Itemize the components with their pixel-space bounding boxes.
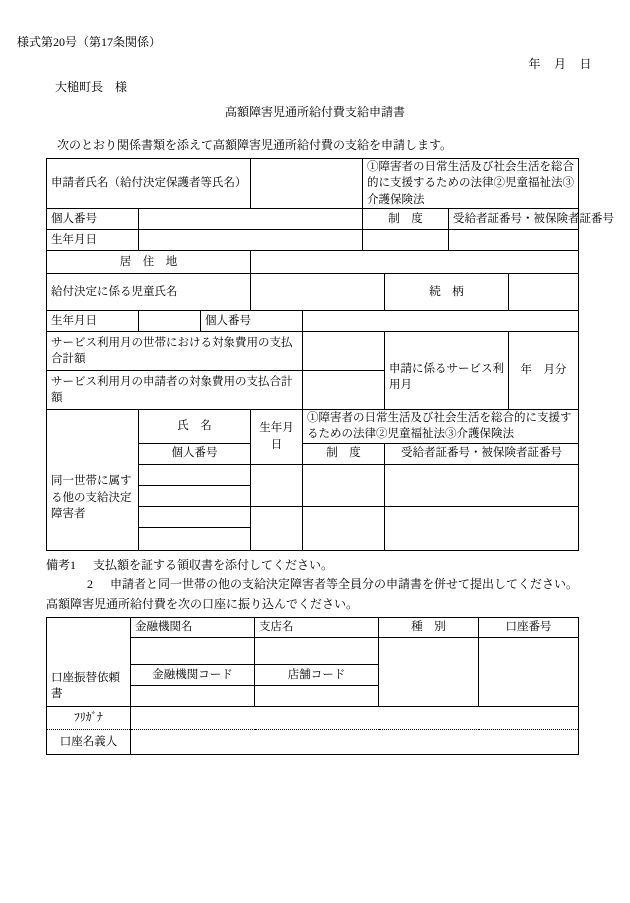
account-number-label: 口座番号 xyxy=(479,618,579,638)
date-year-label: 年 xyxy=(528,57,541,71)
member2-my-number-field[interactable] xyxy=(139,527,251,550)
table-row xyxy=(47,208,579,229)
law-notice-label: ①障害者の日常生活及び社会生活を総合的に支援するための法律②児童福祉法③介護保険法 xyxy=(363,159,579,209)
child-name-label: 給付決定に係る児童氏名 xyxy=(47,273,251,310)
child-my-number-field[interactable] xyxy=(303,310,579,331)
table-row xyxy=(47,331,579,370)
note-item-2 xyxy=(46,575,606,594)
account-type-label: 種 別 xyxy=(379,618,479,638)
furigana-label: ﾌﾘｶﾞﾅ xyxy=(47,707,131,730)
page-title: 高額障害児通所給付費支給申請書 xyxy=(224,105,405,119)
certificate-number-label: 受給者証番号・被保険者証番号 xyxy=(449,208,579,229)
member-my-number-label: 個人番号 xyxy=(139,443,251,464)
child-name-field[interactable] xyxy=(251,273,385,310)
system-field[interactable] xyxy=(363,229,449,250)
notes-section xyxy=(46,556,606,614)
branch-name-field[interactable] xyxy=(255,638,379,665)
table-row xyxy=(47,273,579,310)
notes-title: 備考 xyxy=(46,558,71,572)
member1-name-field[interactable] xyxy=(139,464,251,485)
table-row xyxy=(47,159,579,209)
household-cost-label: サービス利用月の世帯における対象費用の支払合計額 xyxy=(47,331,303,370)
table-row xyxy=(47,250,579,273)
member2-name-field[interactable] xyxy=(139,506,251,527)
birthdate-field[interactable] xyxy=(139,229,363,250)
bank-transfer-table xyxy=(46,617,579,755)
note-item-1 xyxy=(46,556,606,575)
date-day-label: 日 xyxy=(579,57,592,71)
member-law-notice-label: ①障害者の日常生活及び社会生活を総合的に支援するための法律②児童福祉法③介護保険法 xyxy=(303,409,579,443)
account-type-field[interactable] xyxy=(379,638,479,707)
note-2-number: 2 xyxy=(87,577,93,592)
date-month-label: 月 xyxy=(553,57,567,71)
table-row xyxy=(47,310,579,331)
member1-birthdate-field[interactable] xyxy=(251,464,303,506)
member1-system-field[interactable] xyxy=(303,464,385,506)
member-name-label: 氏 名 xyxy=(139,409,251,443)
applicant-cost-field[interactable] xyxy=(303,370,385,409)
account-holder-label: 口座名義人 xyxy=(47,730,131,755)
date-line xyxy=(0,55,592,72)
my-number-label: 個人番号 xyxy=(47,208,139,229)
note-1-text: 支払額を証する領収書を添付してください。 xyxy=(93,558,334,572)
note-2-text: 申請者と同一世帯の他の支給決定障害者等全員分の申請書を併せて提出してください。 xyxy=(110,577,579,592)
residence-label: 居 住 地 xyxy=(47,250,251,273)
system-label: 制 度 xyxy=(363,208,449,229)
applicant-name-label: 申請者氏名（給付決定保護者等氏名） xyxy=(47,159,251,209)
child-birthdate-field[interactable] xyxy=(139,310,201,331)
member-certificate-label: 受給者証番号・被保険者証番号 xyxy=(385,443,579,464)
furigana-field[interactable] xyxy=(131,707,579,730)
table-row xyxy=(47,707,579,730)
branch-code-field[interactable] xyxy=(255,686,379,707)
account-holder-field[interactable] xyxy=(131,730,579,755)
member1-my-number-field[interactable] xyxy=(139,485,251,506)
addressee-name: 大槌町長 xyxy=(55,80,104,94)
applicant-table xyxy=(46,158,615,551)
applicant-cost-label: サービス利用月の申請者の対象費用の支払合計額 xyxy=(47,370,303,409)
service-month-value: 年 月分 xyxy=(509,331,579,409)
relationship-field[interactable] xyxy=(509,273,579,310)
member-system-label: 制 度 xyxy=(303,443,385,464)
note-item-3 xyxy=(46,595,606,614)
institution-name-label: 金融機関名 xyxy=(131,618,255,638)
addressee-honorific: 様 xyxy=(115,80,128,94)
note-1-number: 1 xyxy=(70,558,77,572)
institution-code-field[interactable] xyxy=(131,686,255,707)
branch-code-label: 店舗コード xyxy=(255,665,379,686)
birthdate-label: 生年月日 xyxy=(47,229,139,250)
member2-birthdate-field[interactable] xyxy=(251,506,303,550)
member1-certificate-field[interactable] xyxy=(385,464,579,506)
service-month-label: 申請に係るサービス利用月 xyxy=(385,331,509,409)
addressee xyxy=(55,78,127,95)
account-number-field[interactable] xyxy=(479,638,579,707)
household-members-label: 同一世帯に属する他の支給決定障害者 xyxy=(47,409,139,550)
member2-system-field[interactable] xyxy=(303,506,385,550)
note-3-text: 高額障害児通所給付費を次の口座に振り込んでください。 xyxy=(46,596,359,611)
table-row xyxy=(47,229,579,250)
branch-name-label: 支店名 xyxy=(255,618,379,638)
household-cost-field[interactable] xyxy=(303,331,385,370)
lead-paragraph: 次のとおり関係書類を添えて高額障害児通所給付費の支給を申請します。 xyxy=(57,138,453,152)
table-row xyxy=(47,409,579,443)
child-birthdate-label: 生年月日 xyxy=(47,310,139,331)
transfer-request-label: 口座振替依頼書 xyxy=(47,618,131,707)
institution-code-label: 金融機関コード xyxy=(131,665,255,686)
member2-certificate-field[interactable] xyxy=(385,506,579,550)
residence-field[interactable] xyxy=(251,250,579,273)
form-number: 様式第20号（第17条関係） xyxy=(17,35,162,49)
applicant-name-field[interactable] xyxy=(251,159,363,209)
relationship-label: 続 柄 xyxy=(385,273,509,310)
table-row xyxy=(47,730,579,755)
child-my-number-label: 個人番号 xyxy=(201,310,303,331)
table-row xyxy=(47,618,579,638)
member-birthdate-label: 生年月日 xyxy=(251,409,303,464)
institution-name-field[interactable] xyxy=(131,638,255,665)
my-number-field[interactable] xyxy=(139,208,363,229)
certificate-number-field[interactable] xyxy=(449,229,579,250)
